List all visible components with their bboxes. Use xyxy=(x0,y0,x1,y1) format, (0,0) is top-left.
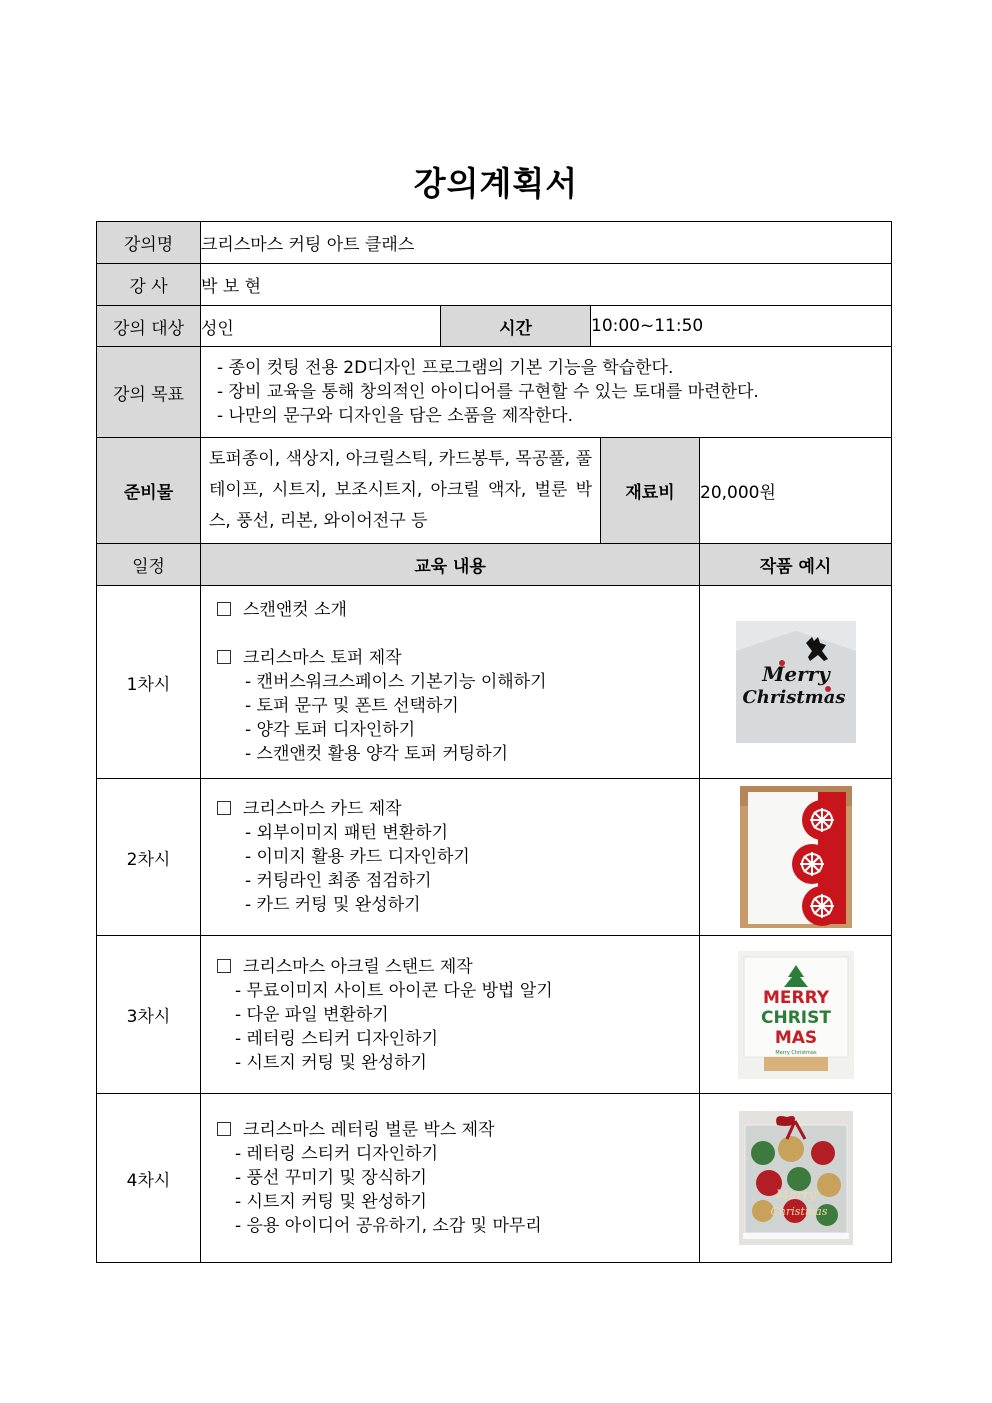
session-label: 1차시 xyxy=(97,586,201,779)
balloon-box-example-image xyxy=(739,1111,853,1245)
goal-item: - 장비 교육을 통해 창의적인 아이디어를 구현할 수 있는 토대를 마련한다. xyxy=(217,382,759,402)
target-label: 강의 대상 xyxy=(97,306,201,347)
session-label: 2차시 xyxy=(97,779,201,936)
page-title: 강의계획서 xyxy=(413,164,579,203)
goal-item: - 나만의 문구와 디자인을 담은 소품을 제작한다. xyxy=(217,406,573,426)
topper-text: Merry xyxy=(761,662,830,686)
session-label: 4차시 xyxy=(97,1094,201,1263)
session-label: 3차시 xyxy=(97,936,201,1094)
content-sub-item: - 스캔앤컷 활용 양각 토퍼 커팅하기 xyxy=(245,744,509,764)
content-sub-item: - 시트지 커팅 및 완성하기 xyxy=(235,1192,427,1212)
content-item: 크리스마스 카드 제작 xyxy=(243,799,402,819)
instructor-value: 박 보 현 xyxy=(201,264,892,306)
content-sub-item: - 다운 파일 변환하기 xyxy=(235,1004,389,1025)
schedule-header-row xyxy=(97,544,892,586)
instructor-row xyxy=(97,264,892,306)
stand-text: Merry Christmas xyxy=(774,1049,817,1056)
example-cell xyxy=(700,936,892,1094)
goal-row xyxy=(97,347,892,438)
materials-cell xyxy=(201,438,601,544)
fee-value: 20,000원 xyxy=(700,438,892,544)
content-sub-item: - 응용 아이디어 공유하기, 소감 및 마무리 xyxy=(235,1216,542,1236)
content-sub-item: - 카드 커팅 및 완성하기 xyxy=(245,895,421,915)
example-cell xyxy=(700,586,892,779)
course-label: 강의명 xyxy=(97,222,201,264)
acrylic-stand-example-image xyxy=(738,951,854,1079)
session-content xyxy=(201,586,700,779)
checkbox-icon xyxy=(217,650,231,664)
session-content xyxy=(201,936,700,1094)
session-row xyxy=(97,586,892,779)
stand-text: MAS xyxy=(774,1027,817,1048)
schedule-session-header: 일정 xyxy=(97,544,201,586)
goal-item: - 종이 컷팅 전용 2D디자인 프로그램의 기본 기능을 학습한다. xyxy=(217,358,674,378)
materials-label: 준비물 xyxy=(97,438,201,544)
schedule-example-header: 작품 예시 xyxy=(700,544,892,586)
topper-text: Christmas xyxy=(742,687,846,708)
session-content xyxy=(201,1094,700,1263)
checkbox-icon xyxy=(217,959,231,973)
stand-text: MERRY xyxy=(762,987,829,1008)
target-row xyxy=(97,306,892,347)
goal-label: 강의 목표 xyxy=(97,347,201,438)
fee-label: 재료비 xyxy=(601,438,700,544)
content-sub-item: - 토퍼 문구 및 폰트 선택하기 xyxy=(245,696,459,716)
content-sub-item: - 이미지 활용 카드 디자인하기 xyxy=(245,847,470,867)
topper-example-image xyxy=(736,621,856,743)
time-value: 10:00~11:50 xyxy=(591,306,892,347)
materials-row xyxy=(97,438,892,544)
session-row xyxy=(97,1094,892,1263)
content-sub-item: - 외부이미지 패턴 변환하기 xyxy=(245,823,448,843)
stand-text: CHRIST xyxy=(760,1007,831,1028)
content-sub-item: - 풍선 꾸미기 및 장식하기 xyxy=(235,1168,427,1188)
checkbox-icon xyxy=(217,602,231,616)
session-row xyxy=(97,779,892,936)
checkbox-icon xyxy=(217,801,231,815)
box-text: Merry xyxy=(775,1188,816,1203)
box-text: Christmas xyxy=(770,1205,828,1218)
goal-list xyxy=(201,347,892,438)
course-value: 크리스마스 커팅 아트 클래스 xyxy=(201,222,892,264)
lecture-plan-table xyxy=(96,221,892,1263)
content-item: 크리스마스 레터링 벌룬 박스 제작 xyxy=(243,1120,495,1140)
schedule-content-header: 교육 내용 xyxy=(201,544,700,586)
content-sub-item: - 커팅라인 최종 점검하기 xyxy=(245,871,432,891)
content-sub-item: - 레터링 스티커 디자인하기 xyxy=(235,1028,438,1049)
example-cell xyxy=(700,779,892,936)
instructor-label: 강 사 xyxy=(97,264,201,306)
content-sub-item: - 양각 토퍼 디자인하기 xyxy=(245,720,416,740)
session-content xyxy=(201,779,700,936)
content-sub-item: - 캔버스워크스페이스 기본기능 이해하기 xyxy=(245,672,547,692)
session-row xyxy=(97,936,892,1094)
checkbox-icon xyxy=(217,1122,231,1136)
content-item: 스캔앤컷 소개 xyxy=(243,600,347,620)
example-cell xyxy=(700,1094,892,1263)
content-sub-item: - 시트지 커팅 및 완성하기 xyxy=(235,1052,427,1073)
target-value: 성인 xyxy=(201,306,441,347)
card-example-image xyxy=(740,786,852,928)
content-sub-item: - 무료이미지 사이트 아이콘 다운 방법 알기 xyxy=(235,980,553,1001)
course-row xyxy=(97,222,892,264)
content-item: 크리스마스 토퍼 제작 xyxy=(243,648,402,668)
time-label: 시간 xyxy=(441,306,591,347)
content-sub-item: - 레터링 스티커 디자인하기 xyxy=(235,1144,438,1164)
content-item: 크리스마스 아크릴 스탠드 제작 xyxy=(243,956,473,977)
materials-value: 토퍼종이, 색상지, 아크릴스틱, 카드봉투, 목공풀, 풀테이프, 시트지, 보조시트지, 아크릴 액자, 벌룬 박스, 풍선, 리본, 와이어전구 등 xyxy=(209,449,592,531)
